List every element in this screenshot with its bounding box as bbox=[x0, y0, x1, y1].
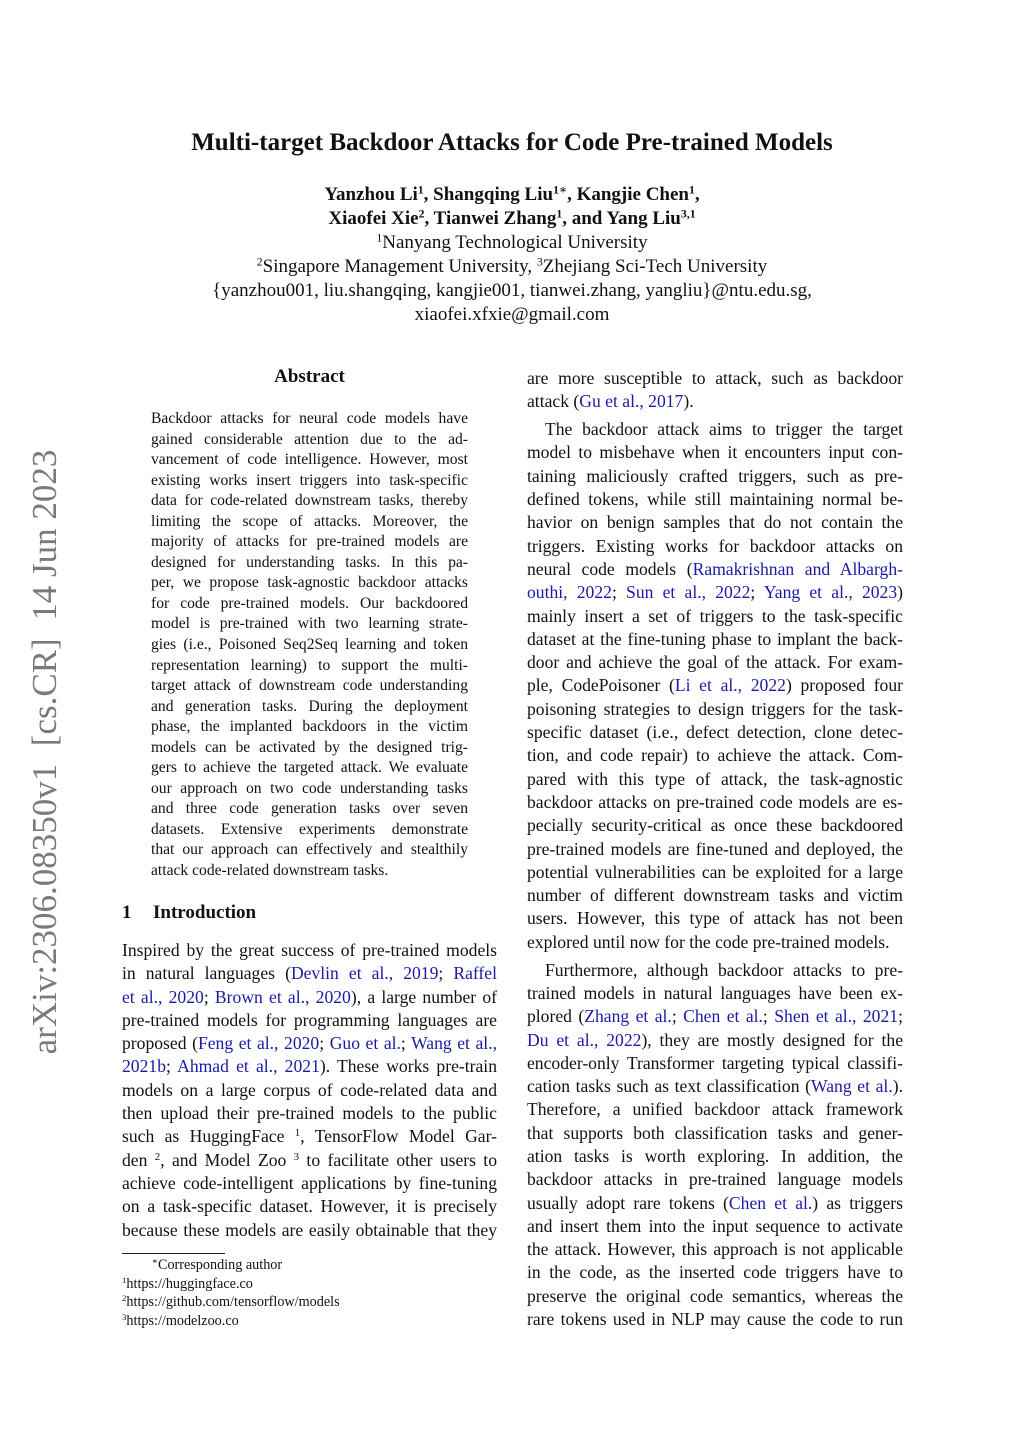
text-line bbox=[527, 558, 903, 581]
text-line bbox=[122, 1149, 497, 1172]
author-name: , Tianwei Zhang bbox=[424, 208, 557, 229]
text-segment: ; bbox=[400, 1033, 412, 1054]
paragraph bbox=[122, 939, 497, 1242]
abstract-line: Backdoor attacks for neural code models have bbox=[151, 410, 468, 427]
citation-link[interactable]: Feng et al., 2020 bbox=[197, 1033, 320, 1054]
text-line bbox=[122, 1079, 497, 1102]
affiliation-marker: 3 bbox=[536, 255, 543, 269]
text-segment: model to misbehave when it encounters input con- bbox=[527, 442, 903, 463]
footnote bbox=[122, 1275, 340, 1294]
affiliation-name: Singapore Management University, bbox=[262, 256, 537, 277]
text-segment: taining maliciously crafted triggers, such as pre- bbox=[527, 465, 903, 486]
text-segment: pared with this type of attack, the task-agnostic bbox=[527, 768, 903, 789]
text-segment: ) proposed four bbox=[785, 675, 904, 696]
text-segment: potential vulnerabilities can be exploited for a large bbox=[527, 861, 903, 882]
text-segment: and insert them into the input sequence to activate bbox=[527, 1215, 903, 1236]
text-segment: backdoor attacks in pre-trained language models bbox=[527, 1169, 903, 1190]
text-line bbox=[527, 1005, 903, 1028]
abstract-line: for code pre-trained models. Our backdoored bbox=[151, 594, 468, 612]
abstract-line: limiting the scope of attacks. Moreover, the bbox=[151, 512, 468, 530]
text-line bbox=[527, 1261, 903, 1284]
text-line bbox=[527, 511, 903, 534]
text-line bbox=[527, 1029, 903, 1052]
author-name: , and Yang Liu bbox=[562, 208, 681, 229]
text-line bbox=[527, 390, 903, 413]
citation-link[interactable]: Li et al., 2022 bbox=[674, 675, 786, 696]
citation-link[interactable]: Gu et al., 2017 bbox=[579, 391, 684, 412]
affiliation-1 bbox=[0, 231, 1024, 255]
text-segment: door and achieve the goal of the attack. For exam- bbox=[527, 652, 903, 673]
text-segment: ; bbox=[898, 1006, 903, 1027]
abstract-line: gained considerable attention due to the ad- bbox=[151, 430, 468, 448]
footnote-text[interactable]: https://github.com/tensorflow/models bbox=[126, 1294, 340, 1311]
text-segment: trained models in natural languages have been ex- bbox=[527, 982, 903, 1003]
text-line bbox=[527, 1308, 903, 1331]
paragraph bbox=[527, 367, 903, 414]
citation-link[interactable]: Sun et al., 2022 bbox=[626, 582, 751, 603]
footnote-text[interactable]: https://huggingface.co bbox=[126, 1275, 253, 1292]
text-segment: to facilitate other users to bbox=[299, 1149, 497, 1170]
abstract-line: model is pre-trained with two learning strate- bbox=[151, 615, 468, 633]
abstract-text bbox=[151, 409, 468, 882]
text-line bbox=[527, 441, 903, 464]
paragraph bbox=[527, 418, 903, 954]
text-line bbox=[527, 465, 903, 488]
abstract-line: target attack of downstream code understanding bbox=[151, 677, 468, 695]
text-line bbox=[527, 1052, 903, 1075]
text-line bbox=[527, 605, 903, 628]
text-segment: ) as triggers bbox=[812, 1192, 903, 1213]
text-segment: tion, and code repair) to achieve the attack. Com- bbox=[527, 745, 903, 766]
text-segment: in the code, as the inserted code triggers have to bbox=[527, 1262, 903, 1283]
citation-link[interactable]: Devlin et al., 2019 bbox=[290, 963, 439, 984]
text-segment: users. However, this type of attack has not been bbox=[527, 908, 903, 929]
affiliation-name: Zhejiang Sci-Tech University bbox=[542, 256, 768, 277]
text-segment: ; bbox=[319, 1033, 330, 1054]
abstract-line: vancement of code intelligence. However, most bbox=[151, 451, 468, 469]
abstract-line: and three code generation tasks over seven bbox=[151, 800, 468, 818]
text-line bbox=[527, 959, 903, 982]
text-segment: den bbox=[122, 1149, 155, 1170]
author-affiliation-marker: 2 bbox=[418, 207, 425, 221]
text-line bbox=[527, 838, 903, 861]
author-affiliation-marker: 1 bbox=[417, 183, 424, 197]
footnote-marker[interactable]: 3 bbox=[293, 1150, 300, 1163]
text-segment: Therefore, a unified backdoor attack framework bbox=[527, 1099, 903, 1120]
text-segment: dataset at the fine-tuning phase to implant the back- bbox=[527, 628, 903, 649]
text-segment: preserve the original code semantics, whereas the bbox=[527, 1285, 903, 1306]
text-segment: usually adopt rare tokens ( bbox=[527, 1192, 729, 1213]
section-heading-introduction bbox=[122, 902, 256, 924]
footnote bbox=[122, 1293, 340, 1312]
author-affiliation-marker: 1∗ bbox=[553, 183, 568, 197]
text-segment: ple, CodePoisoner ( bbox=[527, 675, 675, 696]
abstract-line: and generation tasks. During the deployment bbox=[151, 697, 468, 715]
abstract-line: phase, the implanted backdoors in the victim bbox=[151, 718, 468, 736]
affiliation-2-3 bbox=[0, 255, 1024, 279]
footnote-mark: 1 bbox=[122, 1274, 127, 1285]
text-segment: explored until now for the code pre-trained models. bbox=[527, 931, 890, 952]
abstract-line: data for code-related downstream tasks, thereby bbox=[151, 492, 468, 510]
arxiv-identifier-stamp: arXiv:2306.08350v1 [cs.CR] 14 Jun 2023 bbox=[25, 449, 64, 1055]
section-title: Introduction bbox=[153, 902, 257, 923]
text-segment: ), they are mostly designed for the bbox=[641, 1029, 904, 1050]
footnote-mark: ∗ bbox=[152, 1256, 158, 1267]
abstract-line: representation learning) to support the multi- bbox=[151, 656, 468, 674]
text-segment: that supports both classification tasks and gener- bbox=[527, 1122, 903, 1143]
text-segment: defined tokens, while still maintaining normal be- bbox=[527, 489, 903, 510]
text-line bbox=[527, 768, 903, 791]
text-line bbox=[527, 698, 903, 721]
footnote-marker[interactable]: 1 bbox=[294, 1127, 301, 1140]
abstract-line: that our approach can effectively and stealthily bbox=[151, 841, 468, 859]
text-segment: cation tasks such as text classification ( bbox=[527, 1076, 812, 1097]
text-line bbox=[122, 1125, 497, 1148]
abstract-line: gies (i.e., Poisoned Seq2Seq learning and token bbox=[151, 636, 468, 654]
affiliation-marker: 1 bbox=[376, 231, 383, 245]
author-line-1 bbox=[0, 183, 1024, 207]
abstract-line: gers to achieve the targeted attack. We evaluate bbox=[151, 759, 468, 777]
footnote-marker[interactable]: 2 bbox=[154, 1150, 161, 1163]
text-line bbox=[122, 939, 497, 962]
text-segment: mainly insert a set of triggers to the task-specific bbox=[527, 605, 903, 626]
text-segment: havior on benign samples that do not contain the bbox=[527, 512, 903, 533]
text-line bbox=[122, 1009, 497, 1032]
text-line bbox=[527, 1145, 903, 1168]
text-line bbox=[527, 982, 903, 1005]
text-line bbox=[122, 1219, 497, 1242]
text-segment: ), a large number of bbox=[350, 986, 498, 1007]
citation-link[interactable]: Guo et al. bbox=[329, 1033, 401, 1054]
text-segment: The backdoor attack aims to trigger the target bbox=[545, 419, 903, 440]
text-line bbox=[527, 1238, 903, 1261]
text-segment: achieve code-intelligent applications by fine-tuning bbox=[122, 1172, 497, 1193]
footnote bbox=[122, 1312, 340, 1331]
citation-link[interactable]: Yang et al., 2023 bbox=[763, 582, 898, 603]
text-line bbox=[527, 418, 903, 441]
text-line bbox=[122, 962, 497, 985]
text-segment: ). bbox=[683, 391, 694, 412]
text-segment: ation tasks is worth exploring. In addition, the bbox=[527, 1145, 903, 1166]
text-segment: plored ( bbox=[527, 1006, 585, 1027]
text-line bbox=[527, 814, 903, 837]
footnote-text: Corresponding author bbox=[157, 1257, 283, 1273]
abstract-line: models can be activated by the designed trig- bbox=[151, 738, 468, 756]
text-line bbox=[527, 628, 903, 651]
text-line bbox=[527, 651, 903, 674]
text-segment: models on a large corpus of code-related data and bbox=[122, 1079, 497, 1100]
text-segment: backdoor attacks on pre-trained code models are es- bbox=[527, 791, 903, 812]
text-segment: number of different downstream tasks and victim bbox=[527, 885, 903, 906]
text-line bbox=[527, 1098, 903, 1121]
text-line bbox=[527, 1122, 903, 1145]
text-segment: ). bbox=[892, 1076, 903, 1097]
text-segment: pecially security-critical as once these backdoored bbox=[527, 815, 903, 836]
author-name: Xiaofei Xie bbox=[328, 208, 419, 229]
text-line bbox=[527, 1075, 903, 1098]
text-line bbox=[122, 1102, 497, 1125]
text-line bbox=[527, 1192, 903, 1215]
abstract-line: designed for understanding tasks. In this pa- bbox=[151, 553, 468, 571]
author-line-2 bbox=[0, 207, 1024, 231]
footnote-mark: 3 bbox=[122, 1312, 127, 1323]
text-line bbox=[527, 367, 903, 390]
author-email-gmail: xiaofei.xfxie@gmail.com bbox=[414, 304, 610, 325]
text-segment: ) bbox=[897, 582, 903, 603]
author-name: , bbox=[694, 184, 700, 205]
text-segment: ; bbox=[203, 986, 215, 1007]
text-line bbox=[527, 674, 903, 697]
text-segment: ; bbox=[750, 582, 764, 603]
footnote-divider bbox=[122, 1253, 225, 1254]
text-segment: ; bbox=[762, 1006, 775, 1027]
text-line bbox=[122, 1172, 497, 1195]
author-block bbox=[0, 183, 1024, 327]
footnote-mark: 2 bbox=[122, 1293, 127, 1304]
text-segment: neural code models ( bbox=[527, 558, 693, 579]
text-segment: rare tokens used in NLP may cause the code to run bbox=[527, 1309, 903, 1330]
author-name: , Shangqing Liu bbox=[423, 184, 554, 205]
text-line bbox=[527, 884, 903, 907]
text-segment: , and Model Zoo bbox=[160, 1149, 294, 1170]
citation-link[interactable]: Chen et al. bbox=[683, 1006, 763, 1027]
text-segment: proposed ( bbox=[122, 1033, 198, 1054]
text-line bbox=[122, 986, 497, 1009]
affiliation-marker: 2 bbox=[256, 255, 263, 269]
text-line bbox=[527, 791, 903, 814]
text-line bbox=[527, 907, 903, 930]
text-segment: ; bbox=[438, 963, 454, 984]
left-column-body bbox=[122, 939, 497, 1246]
text-segment: are more susceptible to attack, such as backdoor bbox=[527, 368, 903, 388]
footnotes bbox=[122, 1256, 340, 1331]
text-segment: because these models are easily obtainable that they bbox=[122, 1219, 497, 1240]
author-emails: {yanzhou001, liu.shangqing, kangjie001, tianwei.zhang, yangliu}@ntu.edu.sg, bbox=[212, 280, 812, 301]
author-affiliation-marker: 1 bbox=[556, 207, 563, 221]
citation-link[interactable]: outhi, 2022 bbox=[527, 582, 612, 603]
paragraph bbox=[527, 959, 903, 1332]
citation-link[interactable]: Brown et al., 2020 bbox=[214, 986, 351, 1007]
citation-link[interactable]: Chen et al. bbox=[728, 1192, 813, 1213]
text-segment: pre-trained models for programming languages are bbox=[122, 1009, 497, 1030]
text-segment: the attack. However, this approach is not applicable bbox=[527, 1239, 903, 1260]
text-segment: Inspired by the great success of pre-trained models bbox=[122, 940, 497, 960]
text-line bbox=[527, 488, 903, 511]
text-line bbox=[122, 1032, 497, 1055]
text-segment: specific dataset (i.e., defect detection, clone detec- bbox=[527, 722, 903, 743]
text-line bbox=[527, 1285, 903, 1308]
affiliation-name: Nanyang Technological University bbox=[382, 232, 648, 253]
text-segment: triggers. Existing works for backdoor attacks on bbox=[527, 535, 903, 556]
citation-link[interactable]: Ramakrishnan and Albargh- bbox=[692, 558, 903, 579]
abstract-line: majority of attacks for pre-trained models are bbox=[151, 533, 468, 551]
footnote-text[interactable]: https://modelzoo.co bbox=[126, 1313, 239, 1330]
text-line bbox=[527, 1215, 903, 1238]
author-affiliation-marker: 1 bbox=[689, 183, 695, 197]
section-number: 1 bbox=[122, 902, 132, 923]
abstract-line: attack code-related downstream tasks. bbox=[151, 862, 389, 880]
text-line bbox=[122, 1195, 497, 1218]
text-segment: , TensorFlow Model Gar- bbox=[300, 1126, 497, 1147]
citation-link[interactable]: Zhang et al. bbox=[584, 1006, 672, 1027]
text-segment: pre-trained models are fine-tuned and deployed, the bbox=[527, 838, 903, 859]
text-segment: ; bbox=[671, 1006, 684, 1027]
author-name: , Kangjie Chen bbox=[567, 184, 690, 205]
text-segment: attack ( bbox=[527, 391, 580, 412]
text-line bbox=[122, 1055, 497, 1078]
footnote bbox=[122, 1256, 340, 1275]
text-segment: in natural languages ( bbox=[122, 963, 291, 984]
text-segment: poisoning strategies to design triggers for the task- bbox=[527, 698, 903, 719]
citation-link[interactable]: Wang et al., bbox=[411, 1033, 497, 1054]
citation-link[interactable]: Du et al., 2022 bbox=[527, 1029, 642, 1050]
citation-link[interactable]: Raffel bbox=[453, 963, 497, 984]
citation-link[interactable]: Wang et al. bbox=[811, 1076, 893, 1097]
citation-link[interactable]: Ahmad et al., 2021 bbox=[177, 1056, 320, 1077]
text-line bbox=[527, 721, 903, 744]
author-affiliation-marker: 3,1 bbox=[680, 207, 696, 221]
citation-link[interactable]: Shen et al., 2021 bbox=[774, 1006, 899, 1027]
text-segment: then upload their pre-trained models to the public bbox=[122, 1103, 497, 1124]
author-name: Yanzhou Li bbox=[324, 184, 418, 205]
text-line bbox=[527, 931, 903, 954]
text-segment: Furthermore, although backdoor attacks to pre- bbox=[545, 959, 903, 980]
citation-link[interactable]: et al., 2020 bbox=[122, 986, 204, 1007]
text-line bbox=[527, 744, 903, 767]
text-line bbox=[527, 581, 903, 604]
text-segment: ; bbox=[165, 1056, 178, 1077]
text-segment: on a task-specific dataset. However, it is precisely bbox=[122, 1196, 497, 1217]
abstract-heading: Abstract bbox=[274, 366, 345, 387]
text-segment: encoder-only Transformer targeting typical classifi- bbox=[527, 1052, 903, 1073]
abstract-line: per, we propose task-agnostic backdoor attacks bbox=[151, 574, 468, 592]
text-segment: ; bbox=[611, 582, 627, 603]
text-line bbox=[527, 535, 903, 558]
citation-link[interactable]: 2021b bbox=[122, 1056, 166, 1077]
abstract-line: datasets. Extensive experiments demonstrate bbox=[151, 820, 468, 838]
text-segment: ). These works pre-train bbox=[319, 1056, 497, 1077]
right-column-body bbox=[527, 367, 903, 1336]
abstract-line: existing works insert triggers into task-specific bbox=[151, 471, 468, 489]
text-line bbox=[527, 861, 903, 884]
abstract-line: our approach on two code understanding tasks bbox=[151, 779, 468, 797]
text-line bbox=[527, 1168, 903, 1191]
paper-title: Multi-target Backdoor Attacks for Code Pre-trained Models bbox=[191, 129, 833, 156]
text-segment: such as HuggingFace bbox=[122, 1126, 295, 1147]
